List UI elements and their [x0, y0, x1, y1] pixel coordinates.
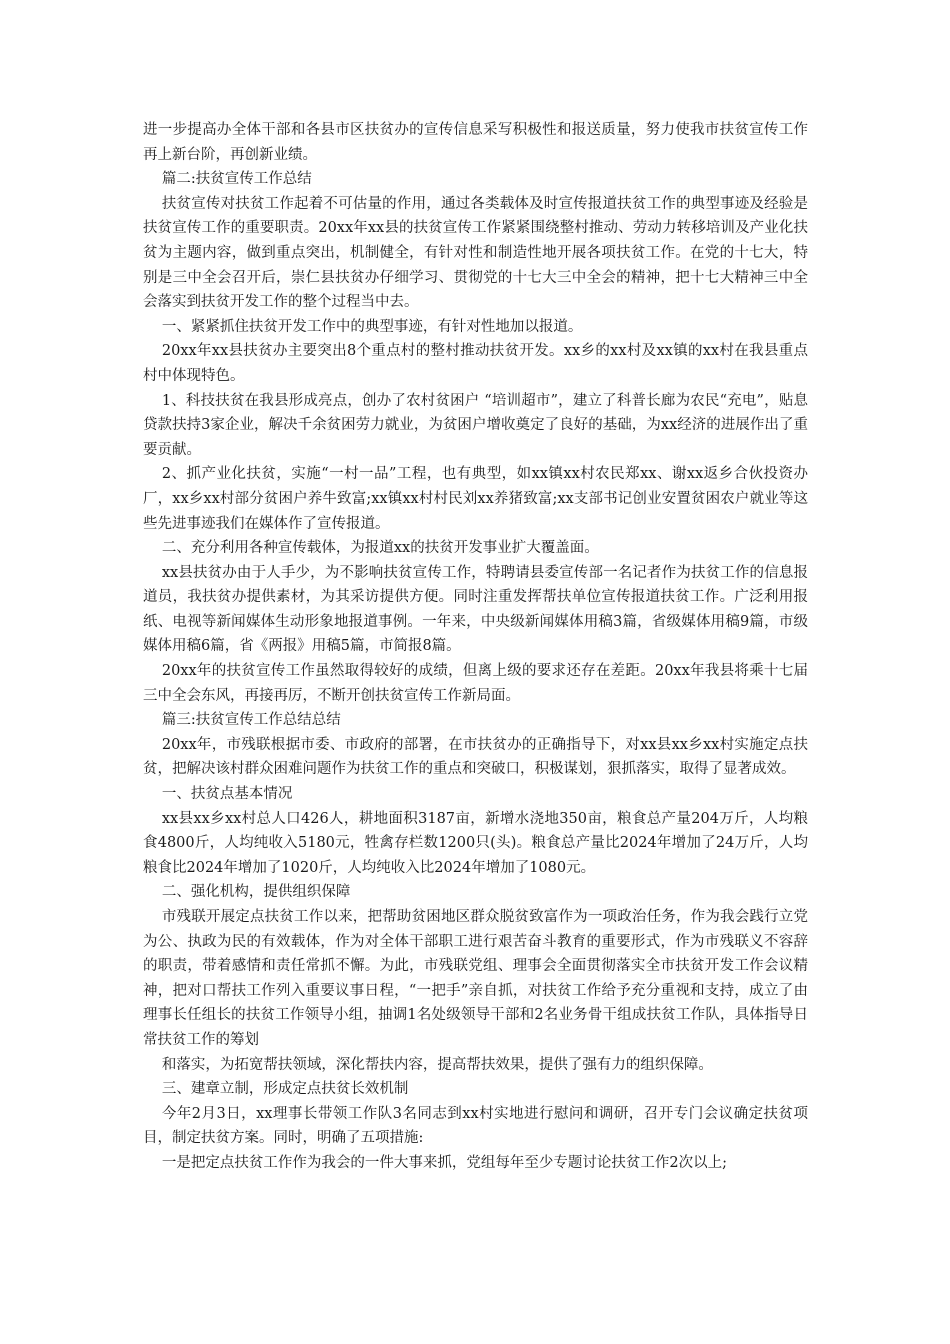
paragraph: 20xx年的扶贫宣传工作虽然取得较好的成绩，但离上级的要求还存在差距。20xx年我县将乘十七届三中全会东风，再接再厉，不断开创扶贫宣传工作新局面。 [143, 663, 808, 704]
paragraph: 1、科技扶贫在我县形成亮点，创办了农村贫困户 “培训超市”，建立了科普长廊为农民“充电”，贴息贷款扶持3家企业，解决千余贫困劳力就业，为贫困户增收奠定了良好的基础，为xx经济的进展作出了重要贡献。 [143, 392, 808, 458]
section-heading-part-three: 篇三:扶贫宣传工作总结总结 [161, 712, 341, 729]
paragraph: 今年2月3日，xx理事长带领工作队3名同志到xx村实地进行慰问和调研，召开专门会议确定扶贫项目，制定扶贫方案。同时，明确了五项措施: [143, 1105, 808, 1147]
paragraph: 和落实，为拓宽帮扶领域，深化帮扶内容，提高帮扶效果，提供了强有力的组织保障。 [161, 1056, 713, 1073]
subheading: 二、强化机构，提供组织保障 [161, 884, 351, 901]
paragraph-continuation: 进一步提高办全体干部和各县市区扶贫办的宣传信息采写积极性和报送质量，努力使我市扶贫宣传工作再上新台阶，再创新业绩。 [143, 122, 808, 163]
paragraph: xx县扶贫办由于人手少，为不影响扶贫宣传工作，特聘请县委宣传部一名记者作为扶贫工作的信息报道员，我扶贫办提供素材，为其采访提供方便。同时注重发挥帮扶单位宣传报道扶贫工作。广泛利用报纸、电视等新闻媒体生动形象地报道事例。一年来，中央级新闻媒体用稿3篇，省级媒体用稿9篇，市级媒体用稿6篇，省《两报》用稿5篇，市简报8篇。 [143, 564, 808, 655]
paragraph: 一是把定点扶贫工作作为我会的一件大事来抓，党组每年至少专题讨论扶贫工作2次以上; [161, 1154, 727, 1171]
subheading: 三、建章立制，形成定点扶贫长效机制 [161, 1081, 409, 1098]
paragraph: 扶贫宣传对扶贫工作起着不可估量的作用，通过各类载体及时宣传报道扶贫工作的典型事迹及经验是扶贫宣传工作的重要职责。20xx年xx县的扶贫宣传工作紧紧围绕整村推动、劳动力转移培训及产业化扶贫为主题内容，做到重点突出，机制健全，有针对性和制造性地开展各项扶贫工作。在党的十七大，特别是三中全会召开后，崇仁县扶贫办仔细学习、贯彻党的十七大三中全会的精神，把十七大精神三中全会落实到扶贫开发工作的整个过程当中去。 [143, 195, 808, 311]
paragraph: 20xx年xx县扶贫办主要突出8个重点村的整村推动扶贫开发。xx乡的xx村及xx镇的xx村在我县重点村中体现特色。 [143, 343, 808, 384]
section-heading-part-two: 篇二:扶贫宣传工作总结 [161, 171, 312, 188]
subheading: 一、扶贫点基本情况 [161, 786, 293, 803]
subheading: 二、充分利用各种宣传载体，为报道xx的扶贫开发事业扩大覆盖面。 [161, 540, 599, 557]
paragraph: 20xx年，市残联根据市委、市政府的部署，在市扶贫办的正确指导下，对xx县xx乡xx村实施定点扶贫，把解决该村群众困难问题作为扶贫工作的重点和突破口，积极谋划，狠抓落实，取得了显著成效。 [143, 736, 808, 778]
document-page [143, 118, 808, 1176]
paragraph: 2、抓产业化扶贫，实施“一村一品”工程，也有典型，如xx镇xx村农民郑xx、谢xx返乡合伙投资办厂，xx乡xx村部分贫困户养牛致富;xx镇xx村村民刘xx养猪致富;xx支部书记创业安置贫困农户就业等这些先进事迹我们在媒体作了宣传报道。 [143, 466, 808, 532]
paragraph: xx县xx乡xx村总人口426人，耕地面积3187亩，新增水浇地350亩，粮食总产量204万斤，人均粮食4800斤，人均纯收入5180元，牲禽存栏数1200只(头)。粮食总产量比2024年增加了24万斤，人均粮食比2024年增加了1020斤，人均纯收入比2024年增加了1080元。 [143, 810, 808, 876]
subheading: 一、紧紧抓住扶贫开发工作中的典型事迹，有针对性地加以报道。 [161, 318, 583, 335]
paragraph: 市残联开展定点扶贫工作以来，把帮助贫困地区群众脱贫致富作为一项政治任务，作为我会践行立党为公、执政为民的有效载体，作为对全体干部职工进行艰苦奋斗教育的重要形式，作为市残联义不容辞的职责，带着感情和责任常抓不懈。为此，市残联党组、理事会全面贯彻落实全市扶贫开发工作会议精神，把对口帮扶工作列入重要议事日程，“一把手”亲自抓，对扶贫工作给予充分重视和支持，成立了由理事长任组长的扶贫工作领导小组，抽调1名处级领导干部和2名业务骨干组成扶贫工作队，具体指导日常扶贫工作的筹划 [143, 909, 808, 1048]
